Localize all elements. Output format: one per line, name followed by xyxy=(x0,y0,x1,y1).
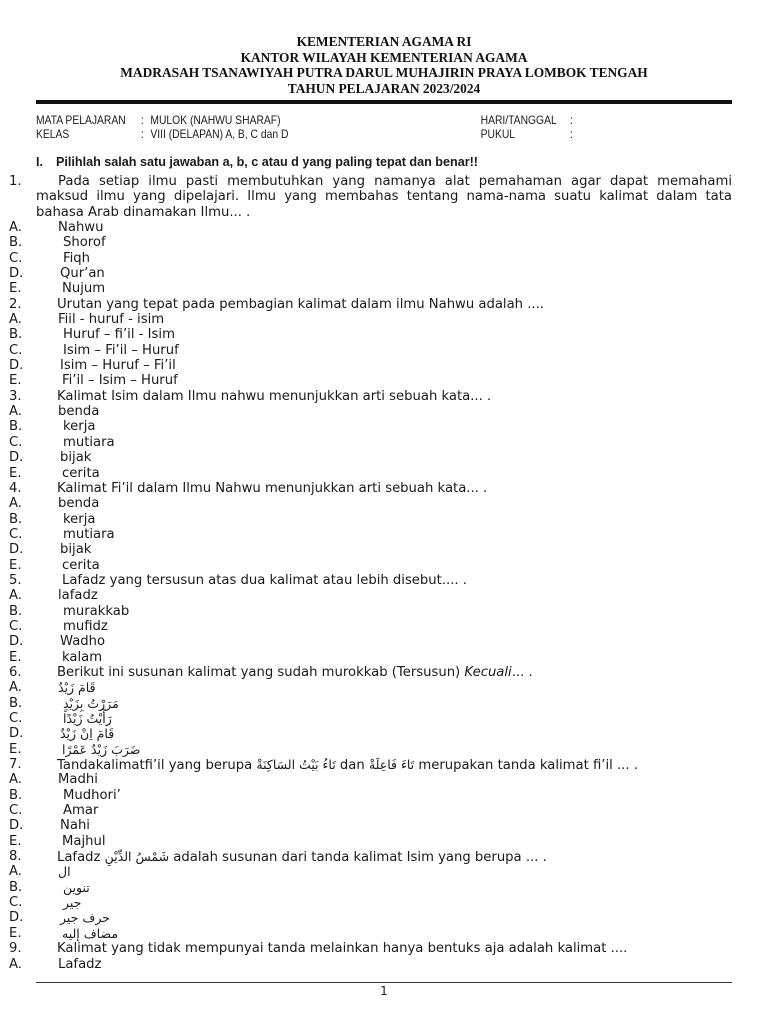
answer-option xyxy=(0,496,768,511)
header-school-name: MADRASAH TSANAWIYAH PUTRA DARUL MUHAJIRIN PRAYA LOMBOK TENGAH xyxy=(120,65,648,81)
answer-option xyxy=(0,220,768,235)
option-letter: A. xyxy=(9,864,22,880)
answer-option xyxy=(0,404,768,419)
option-text: cerita xyxy=(62,557,100,573)
day-colon: : xyxy=(570,113,573,127)
answer-option xyxy=(0,726,768,741)
answer-option xyxy=(0,742,768,757)
answer-option xyxy=(0,910,768,925)
option-text: تنوين xyxy=(63,879,90,895)
question-number: 3. xyxy=(9,388,22,404)
option-letter: B. xyxy=(9,511,23,527)
option-text: Fiqh xyxy=(63,250,91,266)
subject-colon: : xyxy=(140,113,144,127)
answer-option xyxy=(0,772,768,787)
option-letter: A. xyxy=(9,220,22,235)
answer-option xyxy=(0,650,768,665)
option-text: Isim – Fi’il – Huruf xyxy=(63,342,179,358)
question-text-part: Lafadz xyxy=(57,850,105,866)
question-number: 9. xyxy=(9,941,22,957)
answer-option xyxy=(0,512,768,527)
option-letter: A. xyxy=(9,404,22,420)
option-letter: D. xyxy=(9,818,24,834)
question-text: Kalimat Isim dalam Ilmu nahwu menunjukkan arti sebuah kata... . xyxy=(57,388,492,404)
option-letter: B. xyxy=(9,327,23,343)
arabic-phrase: تَاءُ بَيْتُ السَاكِنَةْ xyxy=(256,757,336,773)
option-text: قَامَ زَيْدٌ xyxy=(58,680,96,696)
option-text: قَامَ اِنْ زَيْدٌ xyxy=(60,726,115,742)
question-number: 6. xyxy=(9,664,22,680)
question-text-part: dan xyxy=(335,758,369,774)
option-text: Madhi xyxy=(58,772,98,788)
option-text: رَأَيْتُ زَيْدًا xyxy=(63,711,112,726)
answer-option xyxy=(0,604,768,619)
option-text: Nujum xyxy=(62,281,106,297)
option-text: benda xyxy=(58,404,100,420)
option-text: Amar xyxy=(63,803,99,819)
option-text: Lafadz xyxy=(58,956,102,972)
option-text: Qur’an xyxy=(60,266,105,282)
option-letter: C. xyxy=(9,803,23,819)
option-text: Fi’il – Isim – Huruf xyxy=(62,373,178,389)
option-text: murakkab xyxy=(63,603,130,619)
question-text-part: Tandakalimatfi’il yang berupa xyxy=(57,758,257,774)
option-letter: D. xyxy=(9,910,24,926)
answer-option xyxy=(0,542,768,557)
question-text: Urutan yang tepat pada pembagian kalimat dalam ilmu Nahwu adalah .... xyxy=(57,296,544,312)
header-divider xyxy=(36,100,732,104)
option-letter: D. xyxy=(9,450,24,466)
question-text xyxy=(57,665,533,680)
answer-option xyxy=(0,895,768,910)
option-text: حرف جير xyxy=(60,910,110,926)
answer-option xyxy=(0,619,768,634)
option-text: mutiara xyxy=(63,526,115,542)
question-line xyxy=(0,941,768,956)
question-number: 4. xyxy=(9,480,22,496)
answer-option xyxy=(0,373,768,388)
question-text-part: ... . xyxy=(511,664,533,680)
option-letter: A. xyxy=(9,772,22,788)
option-letter: C. xyxy=(9,618,23,634)
option-text: Huruf – fi’il - Isim xyxy=(63,327,175,343)
option-text: ضَرَبَ زَيْدٌ عَمْرًا xyxy=(62,741,141,757)
option-text: Majhul xyxy=(62,833,106,849)
option-text: kerja xyxy=(63,511,96,527)
class-label: KELAS xyxy=(36,127,70,141)
emphasis-text: Kecuali xyxy=(464,664,512,680)
option-letter: A. xyxy=(9,312,22,328)
question-line xyxy=(0,573,768,588)
option-letter: D. xyxy=(9,266,24,282)
answer-option xyxy=(0,235,768,250)
question-line xyxy=(0,849,768,864)
option-letter: C. xyxy=(9,895,23,911)
option-letter: C. xyxy=(9,342,23,358)
option-text: مضاف إليه xyxy=(62,925,119,941)
answer-option xyxy=(0,711,768,726)
option-letter: D. xyxy=(9,358,24,374)
option-letter: B. xyxy=(9,879,23,895)
answer-option xyxy=(0,803,768,818)
option-letter: E. xyxy=(9,281,22,297)
option-text: lafadz xyxy=(58,588,98,604)
question-text: Pada setiap ilmu pasti membutuhkan yang namanya alat pemahaman agar dapat memahami maksud ilmu yang dipelajari. Ilmu yang membahas tentang nama-nama suatu kalimat dalam tata bahasa Arab dinamakan Ilmu... . xyxy=(36,174,732,220)
option-letter: A. xyxy=(9,588,22,604)
answer-option xyxy=(0,818,768,833)
answer-option xyxy=(0,588,768,603)
question-number: 7. xyxy=(9,757,22,773)
question-line xyxy=(0,297,768,312)
document-header xyxy=(0,34,768,96)
option-text: Fiil - huruf - isim xyxy=(58,312,165,328)
answer-option xyxy=(0,634,768,649)
exam-info xyxy=(36,113,732,141)
question-text-part: Berikut ini susunan kalimat yang sudah murokkab (Tersusun) xyxy=(57,664,465,680)
question-line xyxy=(0,665,768,680)
answer-option xyxy=(0,327,768,342)
answer-option xyxy=(0,788,768,803)
option-letter: E. xyxy=(9,373,22,389)
option-text: جير xyxy=(63,895,82,911)
time-colon: : xyxy=(570,127,573,141)
arabic-phrase: تَاءَ فَاعِلَةْ xyxy=(368,757,415,773)
option-letter: C. xyxy=(9,711,23,726)
answer-option xyxy=(0,466,768,481)
answer-option xyxy=(0,880,768,895)
option-letter: E. xyxy=(9,925,22,941)
option-letter: D. xyxy=(9,542,24,558)
option-text: ال xyxy=(58,864,71,880)
question-text xyxy=(57,849,547,865)
option-letter: C. xyxy=(9,250,23,266)
question-number: 2. xyxy=(9,296,22,312)
question-line xyxy=(0,389,768,404)
option-letter: A. xyxy=(9,680,22,696)
option-letter: C. xyxy=(9,526,23,542)
option-text: Wadho xyxy=(60,634,106,650)
subject-label: MATA PELAJARAN xyxy=(36,113,126,127)
class-colon: : xyxy=(140,127,144,141)
answer-option xyxy=(0,251,768,266)
option-letter: B. xyxy=(9,419,23,435)
footer-divider xyxy=(36,982,732,983)
subject-value: MULOK (NAHWU SHARAF) xyxy=(150,113,281,127)
option-letter: A. xyxy=(9,496,22,512)
question-text-part: merupakan tanda kalimat fi’il ... . xyxy=(414,758,638,774)
option-text: Nahwu xyxy=(58,220,104,235)
question-text: Kalimat Fi’il dalam Ilmu Nahwu menunjukkan arti sebuah kata... . xyxy=(57,480,488,496)
question-text-part: adalah susunan dari tanda kalimat Isim yang berupa ... . xyxy=(169,850,547,866)
question-number: 5. xyxy=(9,572,22,588)
option-text: مَرَرْتُ بِزَيْدٍ xyxy=(63,695,119,711)
option-text: kalam xyxy=(62,649,103,665)
answer-option xyxy=(0,419,768,434)
option-text: mutiara xyxy=(63,434,115,450)
question-text: Lafadz yang tersusun atas dua kalimat atau lebih disebut.... . xyxy=(62,572,467,588)
answer-option xyxy=(0,450,768,465)
exam-info-row-1 xyxy=(36,113,635,127)
answer-option xyxy=(0,864,768,879)
time-label: PUKUL xyxy=(480,127,516,141)
option-text: Nahi xyxy=(60,818,90,834)
answer-option xyxy=(0,358,768,373)
question-number: 1. xyxy=(9,174,22,189)
question-list xyxy=(0,220,768,972)
instruction-text: Pilihlah salah satu jawaban a, b, c atau d yang paling tepat dan benar!! xyxy=(56,155,478,169)
question-line xyxy=(0,481,768,496)
page-number: 1 xyxy=(380,984,388,998)
option-text: cerita xyxy=(62,465,100,481)
option-letter: E. xyxy=(9,741,22,757)
option-letter: E. xyxy=(9,649,22,665)
arabic-phrase: شَمْسُ الدِّيْنِ xyxy=(104,849,170,865)
option-text: kerja xyxy=(63,419,96,435)
option-letter: C. xyxy=(9,434,23,450)
option-text: Isim – Huruf – Fi’il xyxy=(60,358,176,374)
answer-option xyxy=(0,834,768,849)
answer-option xyxy=(0,527,768,542)
option-letter: B. xyxy=(9,695,23,711)
answer-option xyxy=(0,435,768,450)
option-text: bijak xyxy=(60,450,92,466)
header-ministry: KEMENTERIAN AGAMA RI xyxy=(296,34,472,49)
answer-option xyxy=(0,312,768,327)
class-value: VIII (DELAPAN) A, B, C dan D xyxy=(150,127,289,141)
day-label: HARI/TANGGAL xyxy=(480,113,557,127)
answer-option xyxy=(0,343,768,358)
question-line xyxy=(0,757,768,772)
question-text: Kalimat yang tidak mempunyai tanda melainkan hanya bentuks aja adalah kalimat .... xyxy=(57,941,628,957)
instruction-number: I. xyxy=(36,155,43,169)
answer-option xyxy=(0,281,768,296)
answer-option xyxy=(0,926,768,941)
question-1 xyxy=(9,174,732,220)
option-letter: E. xyxy=(9,557,22,573)
option-text: Mudhori’ xyxy=(63,787,121,803)
option-text: bijak xyxy=(60,542,92,558)
option-letter: E. xyxy=(9,465,22,481)
option-letter: A. xyxy=(9,956,22,972)
answer-option xyxy=(0,680,768,695)
header-academic-year: TAHUN PELAJARAN 2023/2024 xyxy=(287,80,481,96)
header-regional-office: KANTOR WILAYAH KEMENTERIAN AGAMA xyxy=(240,49,528,65)
answer-option xyxy=(0,266,768,281)
option-text: benda xyxy=(58,496,100,512)
option-text: mufidz xyxy=(63,618,108,634)
answer-option xyxy=(0,558,768,573)
answer-option xyxy=(0,696,768,711)
question-number: 8. xyxy=(9,849,22,865)
option-letter: E. xyxy=(9,833,22,849)
option-text: Shorof xyxy=(63,235,106,251)
answer-option xyxy=(0,957,768,972)
question-text xyxy=(57,757,638,773)
option-letter: D. xyxy=(9,634,24,650)
option-letter: B. xyxy=(9,603,23,619)
option-letter: D. xyxy=(9,726,24,742)
exam-info-row-2 xyxy=(36,127,635,141)
option-letter: B. xyxy=(9,787,23,803)
option-letter: B. xyxy=(9,235,23,251)
